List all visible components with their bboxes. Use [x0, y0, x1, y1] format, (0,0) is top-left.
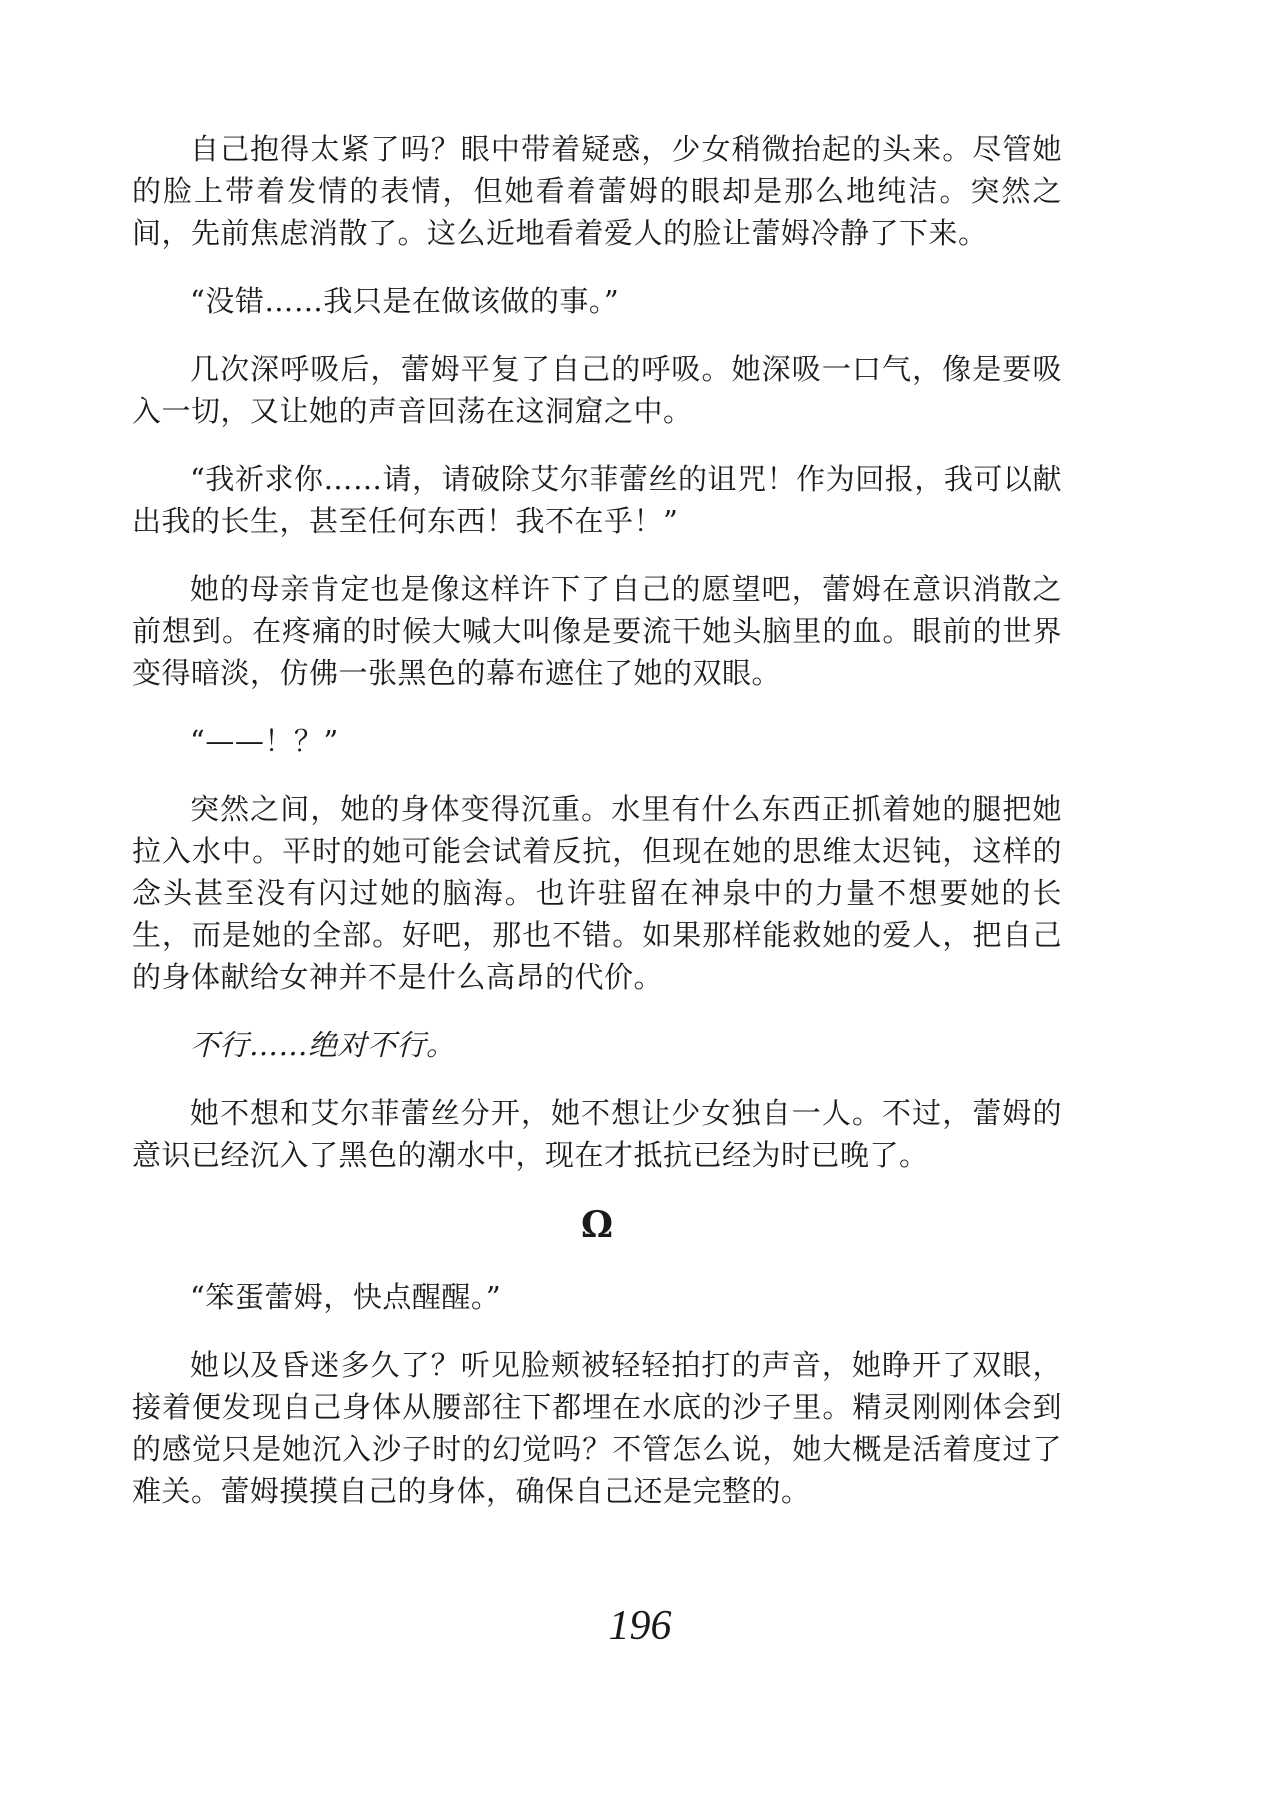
paragraph: “笨蛋蕾姆，快点醒醒。”: [190, 1280, 502, 1314]
paragraph: “没错……我只是在做该做的事。”: [190, 284, 620, 318]
paragraph: 自己抱得太紧了吗？眼中带着疑惑，少女稍微抬起的头来。尽管她的脸上带着发情的表情，但她看着蕾姆的眼却是那么地纯洁。突然之间，先前焦虑消散了。这么近地看着爱人的脸让蕾姆冷静了下来。: [132, 132, 1062, 250]
paragraph: 她以及昏迷多久了？听见脸颊被轻轻拍打的声音，她睁开了双眼，接着便发现自己身体从腰部往下都埋在水底的沙子里。精灵刚刚体会到的感觉只是她沉入沙子时的幻觉吗？不管怎么说，她大概是活着度过了难关。蕾姆摸摸自己的身体，确保自己还是完整的。: [132, 1348, 1062, 1508]
paragraphs-after-separator: [132, 1276, 1062, 1512]
paragraph: 几次深呼吸后，蕾姆平复了自己的呼吸。她深吸一口气，像是要吸入一切，又让她的声音回荡在这洞窟之中。: [132, 352, 1062, 428]
page-number: 196: [608, 1603, 672, 1649]
section-separator: Ω: [580, 1204, 614, 1246]
paragraph: 突然之间，她的身体变得沉重。水里有什么东西正抓着她的腿把她拉入水中。平时的她可能会试着反抗，但现在她的思维太迟钝，这样的念头甚至没有闪过她的脑海。也许驻留在神泉中的力量不想要她的长生，而是她的全部。好吧，那也不错。如果那样能救她的爱人，把自己的身体献给女神并不是什么高昂的代价。: [132, 792, 1062, 994]
paragraph: 她不想和艾尔菲蕾丝分开，她不想让少女独自一人。不过，蕾姆的意识已经沉入了黑色的潮水中，现在才抵抗已经为时已晚了。: [132, 1096, 1062, 1172]
paragraph: “我祈求你……请，请破除艾尔菲蕾丝的诅咒！作为回报，我可以献出我的长生，甚至任何东西！我不在乎！”: [132, 462, 1062, 538]
paragraphs-before-separator: [132, 128, 1062, 1176]
paragraph: 她的母亲肯定也是像这样许下了自己的愿望吧，蕾姆在意识消散之前想到。在疼痛的时候大喊大叫像是要流干她头脑里的血。眼前的世界变得暗淡，仿佛一张黑色的幕布遮住了她的双眼。: [132, 572, 1062, 690]
paragraph: 不行……绝对不行。: [190, 1028, 456, 1062]
paragraph: “——！？”: [190, 724, 339, 758]
page-body: [132, 128, 1062, 1538]
